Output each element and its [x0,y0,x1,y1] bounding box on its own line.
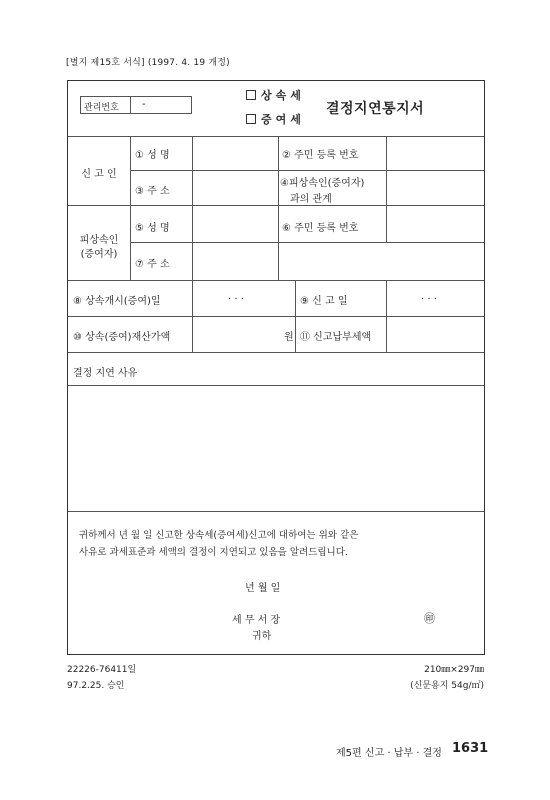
notice-line-2: 사유로 과세표준과 세액의 결정이 지연되고 있음을 알려드립니다. [79,547,348,558]
property-value-label: ⑩ 상속(증여)재산가액 [73,332,171,343]
gift-tax-option[interactable]: 증여세 [246,111,305,127]
col-row8-right-divider [386,280,387,352]
mgmt-box-divider [130,96,131,114]
decedent-name-label: ⑤ 성 명 [135,223,170,234]
addressee-label: 귀하 [252,631,272,642]
col-reporter-right-divider [386,136,387,206]
col-mid-divider [278,136,279,280]
rule-decedent-end [68,280,484,281]
checkbox-icon [246,90,256,100]
won-unit: 원 [284,332,294,343]
page-section-title: 제5편 신고 · 납부 · 결정 [336,748,442,759]
reporter-name-label: ① 성 명 [135,150,170,161]
notice-date-line: 년 월 일 [245,583,281,594]
delay-reason-label: 결정 지연 사유 [73,368,138,379]
checkbox-icon [246,114,256,124]
rule-row10-end [68,352,484,353]
rule-reporter-mid [130,170,484,171]
paper-type: (신문용지 54g/㎡) [410,681,484,691]
rule-decedent-mid [130,242,484,243]
inheritance-tax-option[interactable]: 상속세 [246,87,305,103]
relation-label-line1: ④피상속인(증여자) [280,178,365,189]
rule-reason-body-end [68,511,484,512]
form-header-note: [별지 제15호 서식] (1997. 4. 19 개정) [66,58,230,68]
decedent-label-line1: 피상속인 [79,235,119,246]
management-number-value: - [142,99,146,110]
col-row8-divider [192,280,193,352]
tax-office-head: 세 무 서 장 [232,615,281,626]
decedent-label-line2: (증여자) [80,249,118,260]
col-field-divider [192,136,193,280]
report-date-label: ⑨ 신 고 일 [300,296,348,307]
page-number: 1631 [452,741,489,756]
col-label-divider [130,136,131,280]
col-decedent-right-divider [386,205,387,243]
management-number-label: 관리번호 [84,103,119,113]
delay-notice-form [67,80,485,655]
rule-row8-end [68,316,484,317]
inherit-start-date-dots: . . . [228,291,244,302]
reporter-address-label: ③ 주 소 [135,186,170,197]
notice-line-1: 귀하께서 년 월 일 신고한 상속세(증여세)신고에 대하여는 위와 같은 [79,530,359,541]
approval-date: 97.2.25. 승인 [67,681,125,691]
inherit-start-date-label: ⑧ 상속개시(증여)일 [73,296,161,307]
decedent-address-label: ⑦ 주 소 [135,259,170,270]
rule-reason-header-end [68,385,484,386]
col-row8-mid-divider [295,280,296,352]
report-date-dots: . . . [421,291,437,302]
form-title: 결정지연통지서 [326,101,425,117]
relation-label-line2: 과의 관계 [290,194,332,205]
seal-icon: ㊞ [424,612,435,625]
reporter-resident-no-label: ② 주민 등록 번호 [282,150,359,161]
form-code: 22226-76411일 [67,665,137,675]
paper-size: 210㎜×297㎜ [424,665,484,675]
reporter-label: 신 고 인 [81,169,117,180]
tax-paid-label: ⑪ 신고납부세액 [300,332,372,343]
decedent-resident-no-label: ⑥ 주민 등록 번호 [282,223,359,234]
